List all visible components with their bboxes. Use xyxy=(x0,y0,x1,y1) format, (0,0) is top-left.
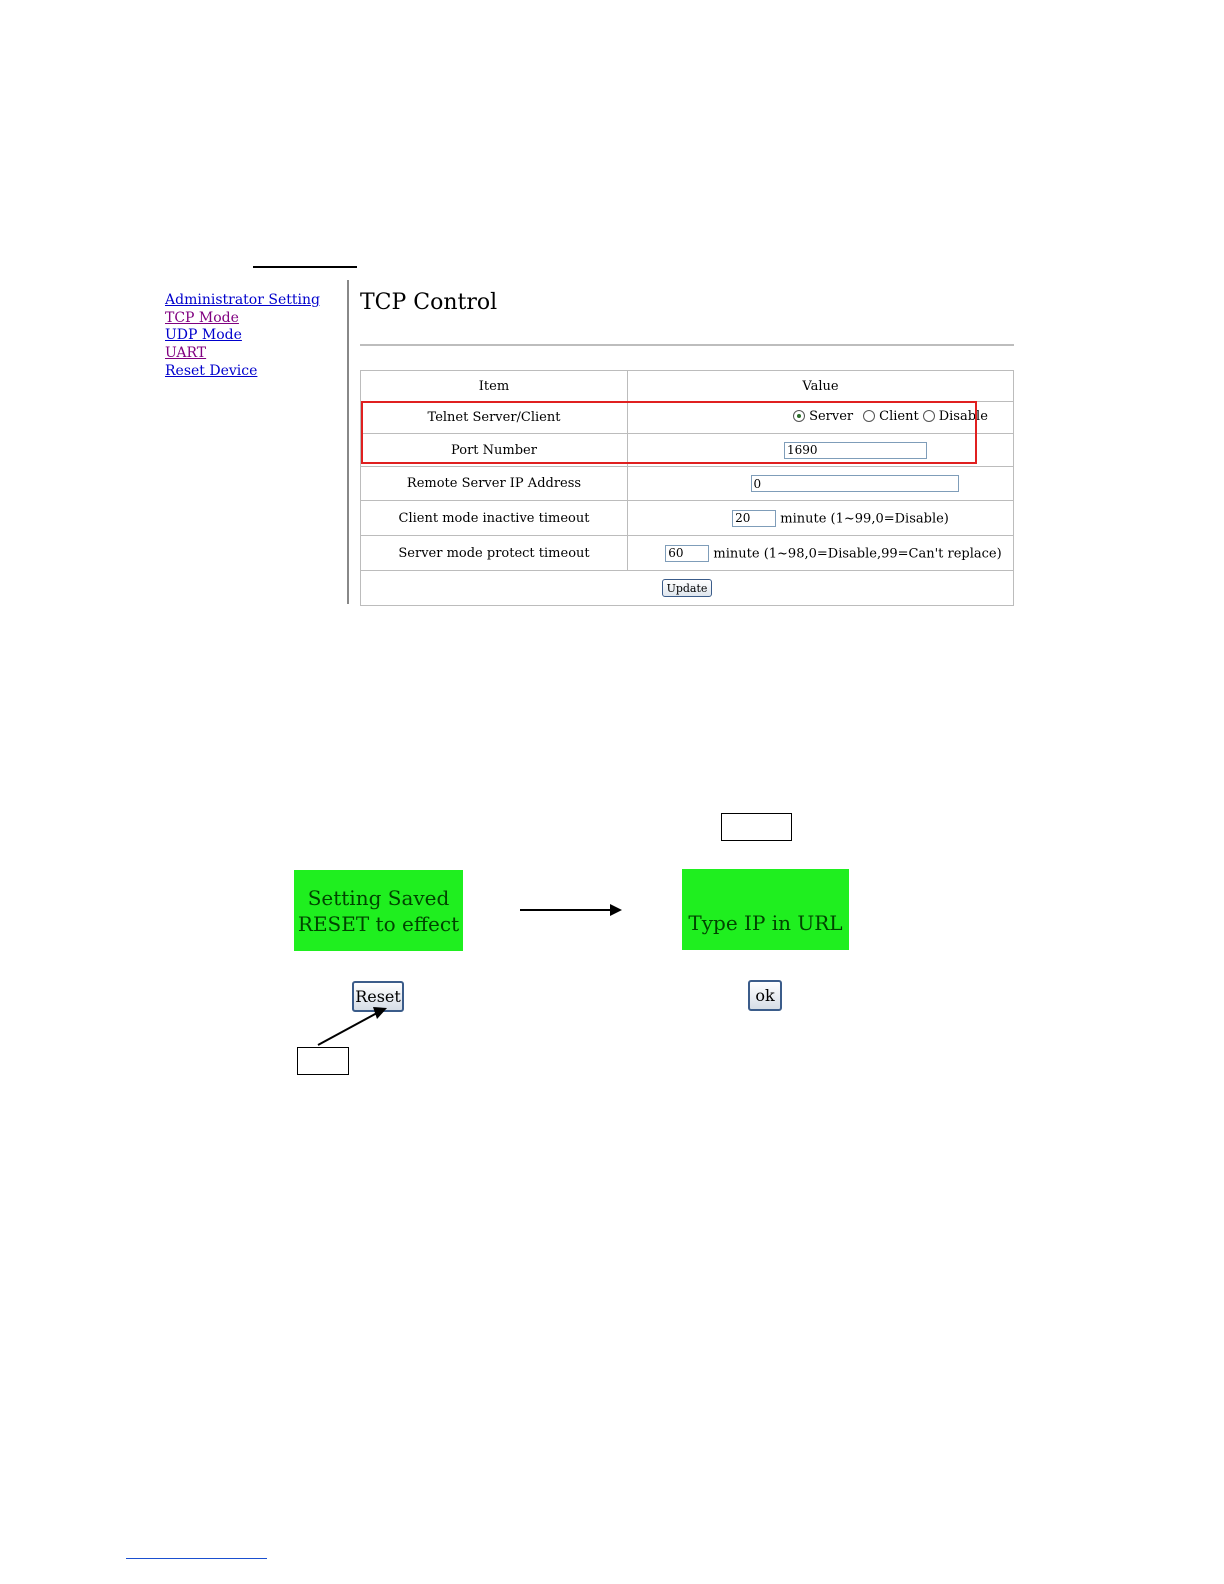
table-header-row xyxy=(361,371,1014,402)
type-ip-line: Type IP in URL xyxy=(688,911,843,935)
ok-button[interactable]: ok xyxy=(748,980,782,1011)
sidebar-link-tcp-mode[interactable]: TCP Mode xyxy=(165,309,239,326)
sidebar-link-udp-mode[interactable]: UDP Mode xyxy=(165,327,242,344)
page-title: TCP Control xyxy=(360,290,498,315)
label-box-bottom xyxy=(297,1047,349,1075)
server-timeout-label: Server mode protect timeout xyxy=(361,536,628,571)
setting-saved-line1: Setting Saved xyxy=(307,885,450,910)
sidebar-link-uart[interactable]: UART xyxy=(165,345,207,362)
server-timeout-value-cell xyxy=(628,536,1014,571)
server-timeout-hint: minute (1~98,0=Disable,99=Can't replace) xyxy=(713,546,1002,561)
title-divider xyxy=(360,344,1014,346)
reset-button[interactable]: Reset xyxy=(352,981,404,1012)
telnet-label: Telnet Server/Client xyxy=(361,402,628,434)
update-cell xyxy=(361,571,1014,606)
remote-ip-label: Remote Server IP Address xyxy=(361,467,628,501)
update-button[interactable]: Update xyxy=(662,579,713,597)
radio-disable-label: Disable xyxy=(938,408,988,424)
footnote-rule xyxy=(126,1558,267,1559)
setting-saved-panel xyxy=(294,870,463,951)
client-timeout-hint: minute (1~99,0=Disable) xyxy=(780,511,949,526)
sidebar-link-administrator-setting[interactable]: Administrator Setting xyxy=(165,292,320,308)
remote-ip-input[interactable] xyxy=(751,475,959,492)
client-timeout-label: Client mode inactive timeout xyxy=(361,501,628,536)
table-row xyxy=(361,536,1014,571)
arrow-right-icon xyxy=(518,900,628,920)
radio-server-label: Server xyxy=(809,408,854,424)
port-label: Port Number xyxy=(361,434,628,467)
client-timeout-value-cell xyxy=(628,501,1014,536)
type-ip-panel xyxy=(682,869,849,950)
remote-ip-value-cell xyxy=(628,467,1014,501)
sidebar-nav xyxy=(165,292,345,381)
server-timeout-input[interactable] xyxy=(665,545,709,562)
header-value: Value xyxy=(628,371,1014,402)
label-box-top xyxy=(721,813,792,841)
arrow-up-right-icon xyxy=(315,1005,395,1051)
top-rule xyxy=(253,266,357,268)
sidebar-link-reset-device[interactable]: Reset Device xyxy=(165,362,258,379)
client-timeout-input[interactable] xyxy=(732,510,776,527)
header-item: Item xyxy=(361,371,628,402)
sidebar-divider xyxy=(347,280,349,604)
table-row xyxy=(361,501,1014,536)
table-row xyxy=(361,571,1014,606)
highlight-box xyxy=(361,401,977,464)
radio-client-label: Client xyxy=(879,408,919,424)
table-row xyxy=(361,467,1014,501)
setting-saved-line2: RESET to effect xyxy=(297,911,460,936)
